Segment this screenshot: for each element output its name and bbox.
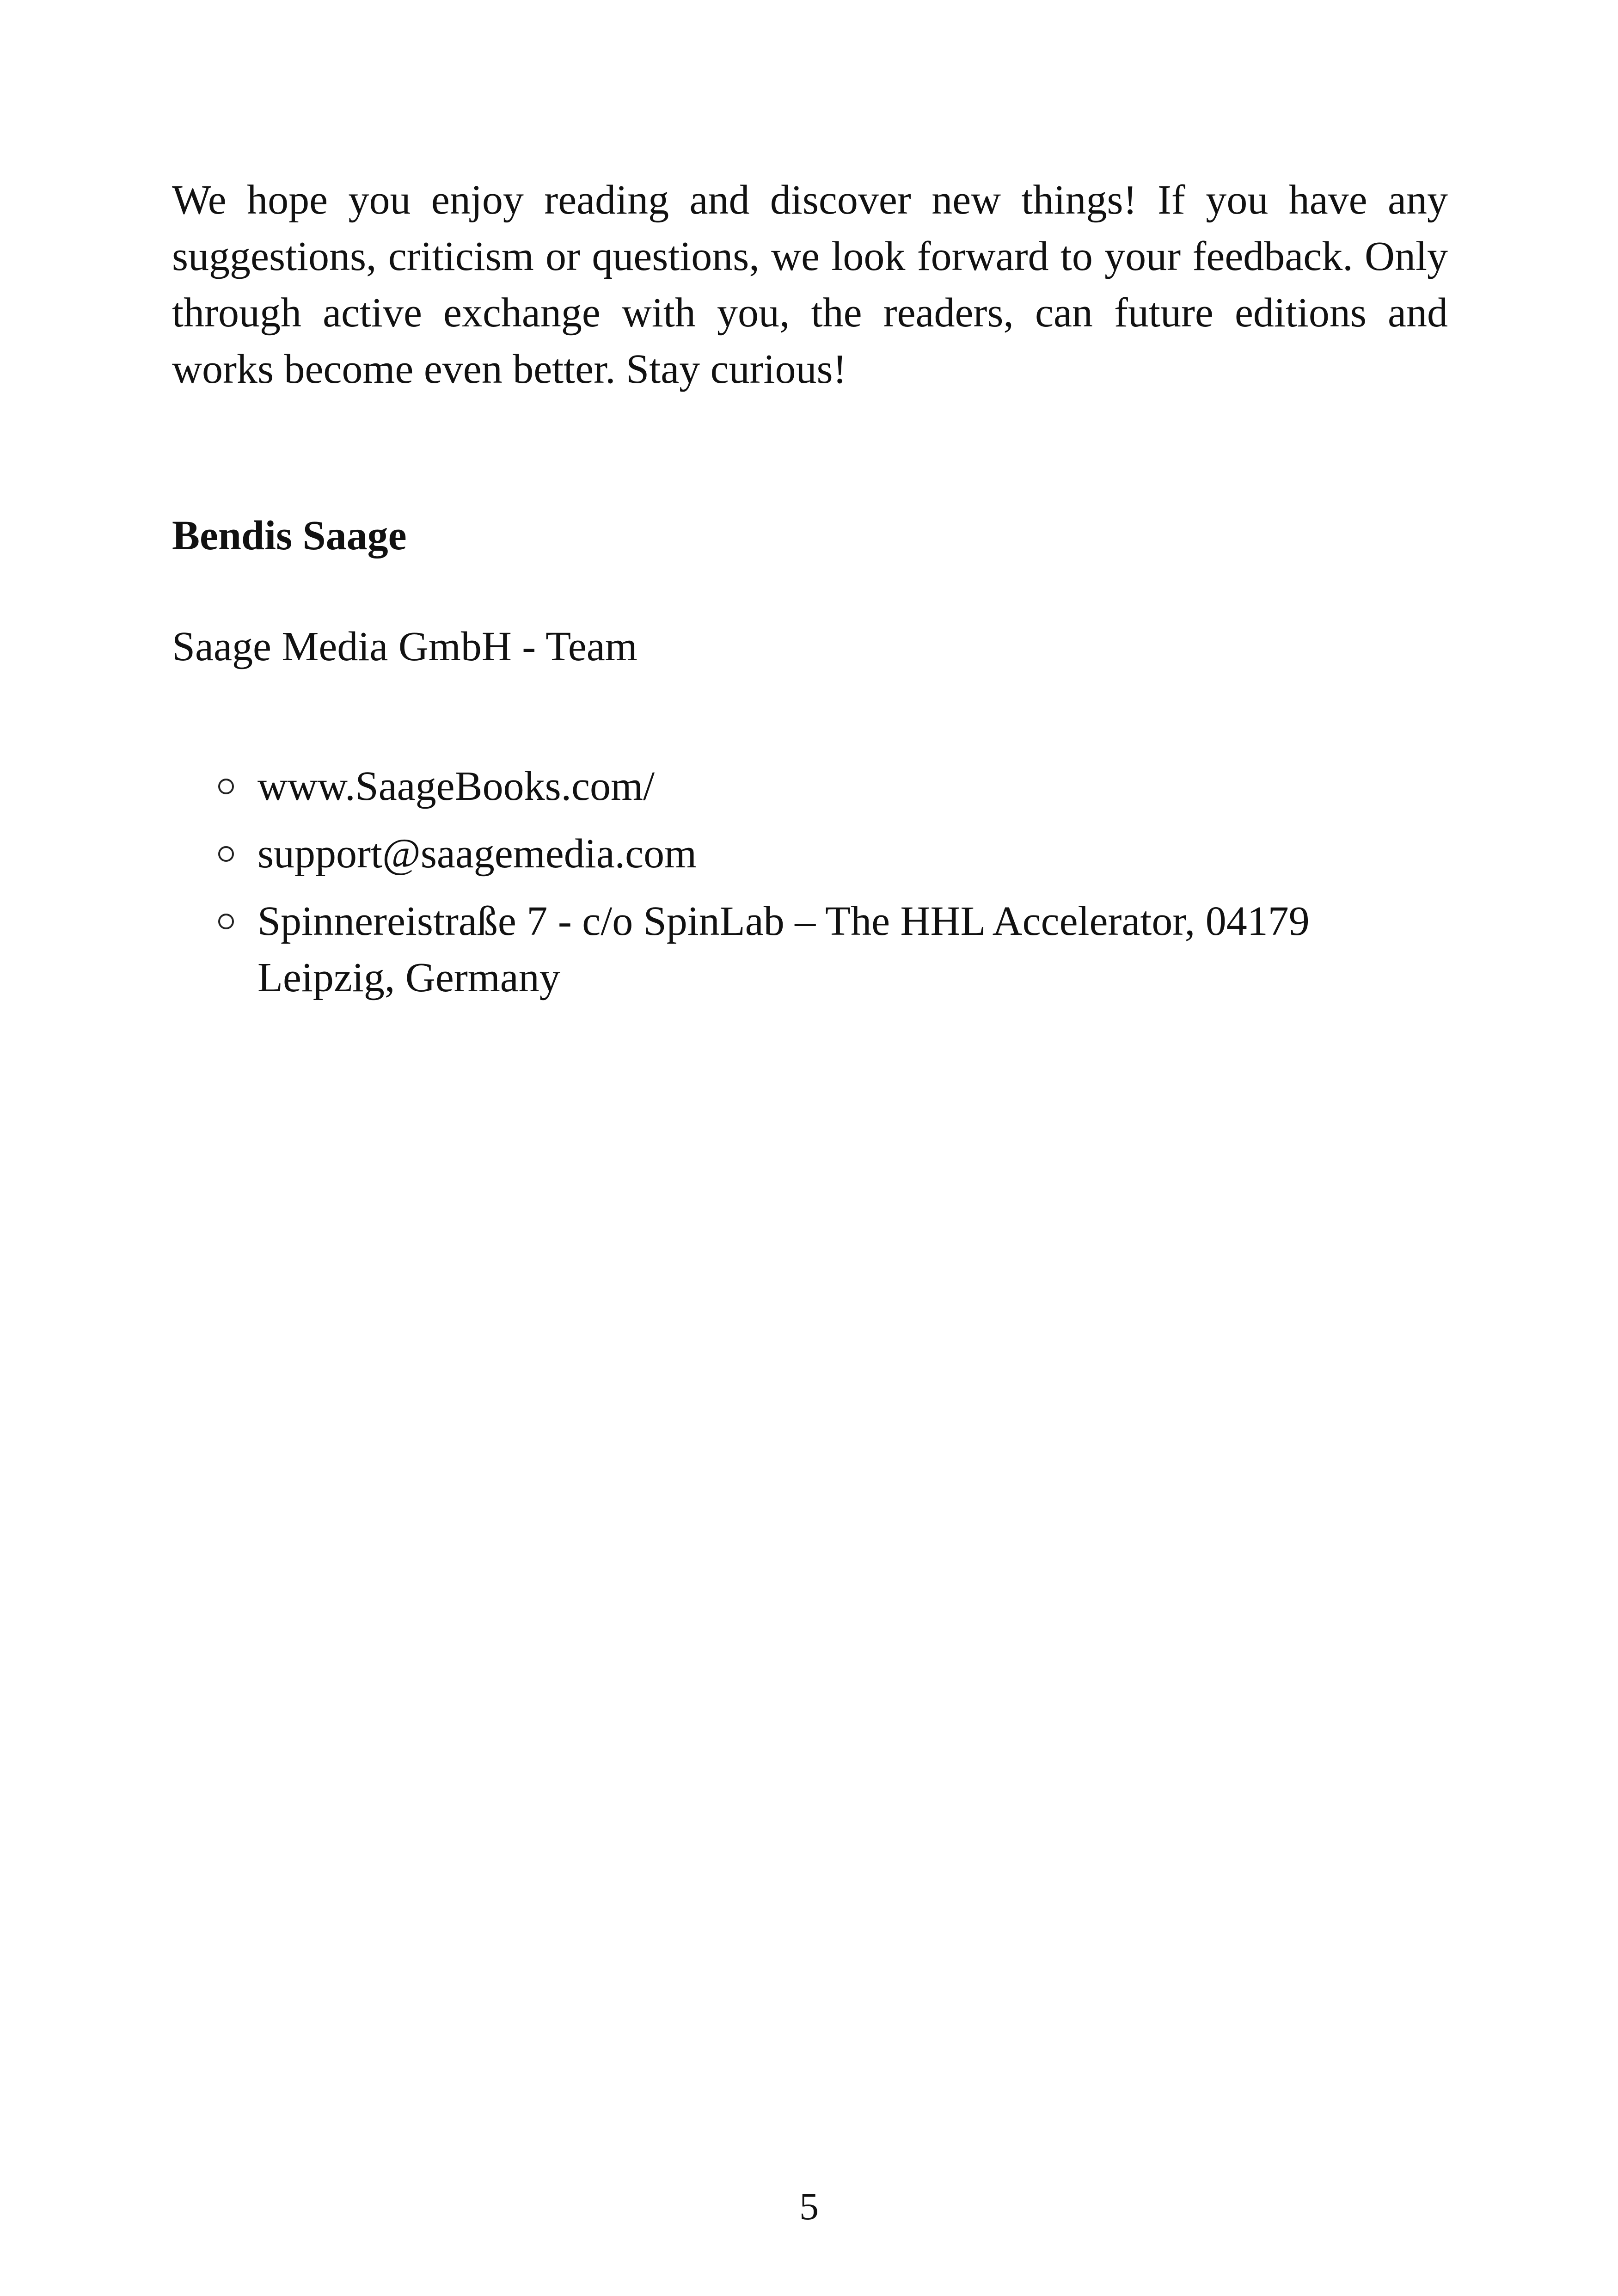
- page-number: 5: [799, 2185, 819, 2228]
- team-name: Saage Media GmbH - Team: [172, 624, 637, 669]
- intro-paragraph: We hope you enjoy reading and discover new things! If you have any suggestions, criticism or questions, we look forward to your feedback. Only through active exchange with you, the readers, can future editions and works become even better. Stay curious!: [172, 177, 1448, 392]
- circle-bullet-icon: [218, 914, 234, 929]
- circle-bullet-icon: [218, 779, 234, 794]
- author-name: Bendis Saage: [172, 513, 407, 559]
- contact-list: [172, 758, 1448, 1017]
- email-text: support@saagemedia.com: [257, 831, 697, 877]
- circle-bullet-icon: [218, 846, 234, 862]
- contact-item-email: [172, 826, 1448, 882]
- address-text: Spinnereistraße 7 - c/o SpinLab – The HHL Accelerator, 04179 Leipzig, Germany: [257, 898, 1310, 1001]
- contact-item-website: [172, 758, 1448, 815]
- contact-item-address: [172, 893, 1448, 1006]
- website-text: www.SaageBooks.com/: [257, 763, 655, 809]
